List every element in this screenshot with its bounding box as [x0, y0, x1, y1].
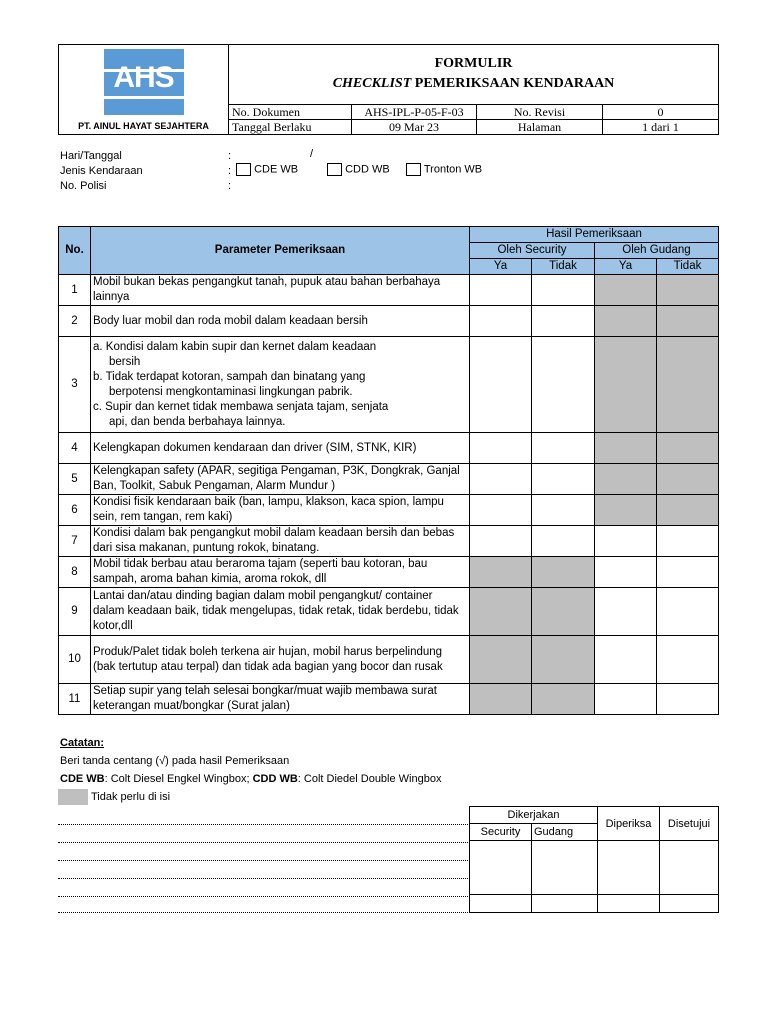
- table-row: 6 Kondisi fisik kendaraan baik (ban, lampu, klakson, kaca spion, lampu sein, rem tangan, rem kaki): [59, 495, 719, 526]
- table-row: 10 Produk/Palet tidak boleh terkena air hujan, mobil harus berpelindung (bak tertutup atau terpal) dan tidak ada bagian yang bocor dan rusak: [59, 636, 719, 684]
- gudang-tidak-header: Tidak: [657, 259, 719, 275]
- title-line-2: CHECKLIST PEMERIKSAAN KENDARAAN: [332, 76, 615, 92]
- table-row: 3 a. Kondisi dalam kabin supir dan kernet dalam keadaan bersih b. Tidak terdapat kotoran, sampah dan binatang yang berpotensi mengkontaminasi lingkungan pabrik. c. Supir dan kernet tidak membawa senjata tajam, senjata api, dan benda berbahaya lainnya.: [59, 337, 719, 433]
- revision-value: 0: [603, 104, 719, 119]
- checkbox-tronton-wb[interactable]: [406, 163, 421, 176]
- gray-legend-swatch: [58, 789, 88, 805]
- gudang-ya-cell[interactable]: [595, 588, 657, 636]
- logo-cell: [59, 45, 229, 135]
- col-security-header: Oleh Security: [470, 243, 595, 259]
- notes-line-2: CDE WB: Colt Diesel Engkel Wingbox; CDD WB: Colt Diedel Double Wingbox: [60, 773, 442, 785]
- checkbox-cde-wb[interactable]: [236, 163, 251, 176]
- security-ya-cell[interactable]: [470, 464, 532, 495]
- doc-number-label: No. Dokumen: [229, 104, 352, 119]
- page-label: Halaman: [477, 119, 603, 134]
- signature-table: [469, 806, 719, 913]
- gudang-tidak-cell[interactable]: [657, 588, 719, 636]
- diperiksa-signature-box[interactable]: [598, 841, 660, 895]
- company-logo: AHS: [104, 49, 184, 115]
- gudang-tidak-cell[interactable]: [657, 684, 719, 715]
- diperiksa-header: Diperiksa: [598, 807, 660, 841]
- security-ya-cell[interactable]: [470, 433, 532, 464]
- note-line[interactable]: [58, 842, 468, 843]
- notes-title: Catatan:: [60, 737, 105, 749]
- gudang-ya-header: Ya: [595, 259, 657, 275]
- gudang-ya-cell[interactable]: [595, 636, 657, 684]
- form-title: [229, 45, 719, 105]
- gudang-name-box[interactable]: [532, 895, 598, 913]
- inspection-table: [58, 226, 719, 715]
- note-line[interactable]: [58, 824, 468, 825]
- disetujui-header: Disetujui: [660, 807, 719, 841]
- security-tidak-cell[interactable]: [532, 433, 595, 464]
- option-tronton-wb[interactable]: Tronton WB: [406, 163, 482, 176]
- gudang-ya-cell[interactable]: [595, 684, 657, 715]
- option-cdd-wb[interactable]: CDD WB: [327, 163, 390, 176]
- revision-label: No. Revisi: [477, 104, 603, 119]
- doc-number-value: AHS-IPL-P-05-F-03: [352, 104, 477, 119]
- disetujui-name-box[interactable]: [660, 895, 719, 913]
- gudang-tidak-cell[interactable]: [657, 526, 719, 557]
- vehicle-type-label: Jenis Kendaraan: [60, 165, 143, 177]
- security-tidak-cell[interactable]: [532, 306, 595, 337]
- security-ya-cell[interactable]: [470, 526, 532, 557]
- gray-legend-label: Tidak perlu di isi: [91, 791, 171, 803]
- col-param-header: Parameter Pemeriksaan: [91, 227, 470, 275]
- document-header: [58, 44, 719, 135]
- table-row: 2 Body luar mobil dan roda mobil dalam keadaan bersih: [59, 306, 719, 337]
- diperiksa-name-box[interactable]: [598, 895, 660, 913]
- security-ya-cell[interactable]: [470, 275, 532, 306]
- security-name-box[interactable]: [470, 895, 532, 913]
- security-ya-header: Ya: [470, 259, 532, 275]
- day-date-slash: /: [310, 148, 314, 160]
- security-tidak-cell[interactable]: [532, 275, 595, 306]
- gudang-header: Gudang: [532, 824, 598, 841]
- col-gudang-header: Oleh Gudang: [595, 243, 719, 259]
- col-result-header: Hasil Pemeriksaan: [470, 227, 719, 243]
- table-row: 5 Kelengkapan safety (APAR, segitiga Pengaman, P3K, Dongkrak, Ganjal Ban, Toolkit, Sabuk Pengaman, Alarm Mundur ): [59, 464, 719, 495]
- note-line[interactable]: [58, 912, 468, 913]
- effective-date-value: 09 Mar 23: [352, 119, 477, 134]
- gudang-signature-box[interactable]: [532, 841, 598, 895]
- note-line[interactable]: [58, 860, 468, 861]
- security-ya-cell[interactable]: [470, 306, 532, 337]
- checkbox-cdd-wb[interactable]: [327, 163, 342, 176]
- col-no-header: No.: [59, 227, 91, 275]
- title-line-1: FORMULIR: [434, 56, 513, 72]
- security-signature-box[interactable]: [470, 841, 532, 895]
- dikerjakan-header: Dikerjakan: [470, 807, 598, 824]
- option-cde-wb[interactable]: CDE WB: [236, 163, 298, 176]
- security-tidak-header: Tidak: [532, 259, 595, 275]
- gudang-ya-cell[interactable]: [595, 526, 657, 557]
- gudang-ya-cell[interactable]: [595, 557, 657, 588]
- company-name: PT. AINUL HAYAT SEJAHTERA: [78, 121, 209, 131]
- table-row: 7 Kondisi dalam bak pengangkut mobil dalam keadaan bersih dan bebas dari sisa makanan, puntung rokok, binatang.: [59, 526, 719, 557]
- security-tidak-cell[interactable]: [532, 526, 595, 557]
- security-tidak-cell[interactable]: [532, 337, 595, 433]
- note-line[interactable]: [58, 896, 468, 897]
- note-line[interactable]: [58, 878, 468, 879]
- security-header: Security: [470, 824, 532, 841]
- notes-line-1: Beri tanda centang (√) pada hasil Pemeriksaan: [60, 755, 290, 767]
- plate-number-colon: :: [228, 180, 232, 192]
- security-tidak-cell[interactable]: [532, 495, 595, 526]
- security-ya-cell[interactable]: [470, 495, 532, 526]
- vehicle-type-colon: :: [228, 165, 232, 177]
- plate-number-label: No. Polisi: [60, 180, 107, 192]
- gudang-tidak-cell[interactable]: [657, 557, 719, 588]
- disetujui-signature-box[interactable]: [660, 841, 719, 895]
- day-date-colon: :: [228, 150, 232, 162]
- day-date-label: Hari/Tanggal: [60, 150, 122, 162]
- security-tidak-cell[interactable]: [532, 464, 595, 495]
- table-row: 4 Kelengkapan dokumen kendaraan dan driver (SIM, STNK, KIR): [59, 433, 719, 464]
- table-row: 9 Lantai dan/atau dinding bagian dalam mobil pengangkut/ container dalam keadaan baik, tidak mengelupas, tidak retak, tidak berdebu, tidak kotor,dll: [59, 588, 719, 636]
- table-row: 1 Mobil bukan bekas pengangkut tanah, pupuk atau bahan berbahaya lainnya: [59, 275, 719, 306]
- effective-date-label: Tanggal Berlaku: [229, 119, 352, 134]
- page-value: 1 dari 1: [603, 119, 719, 134]
- security-ya-cell[interactable]: [470, 337, 532, 433]
- table-row: 8 Mobil tidak berbau atau beraroma tajam (seperti bau kotoran, bau sampah, aroma bahan kimia, aroma rokok, dll: [59, 557, 719, 588]
- table-row: 11 Setiap supir yang telah selesai bongkar/muat wajib membawa surat keterangan muat/bongkar (Surat jalan): [59, 684, 719, 715]
- gudang-tidak-cell[interactable]: [657, 636, 719, 684]
